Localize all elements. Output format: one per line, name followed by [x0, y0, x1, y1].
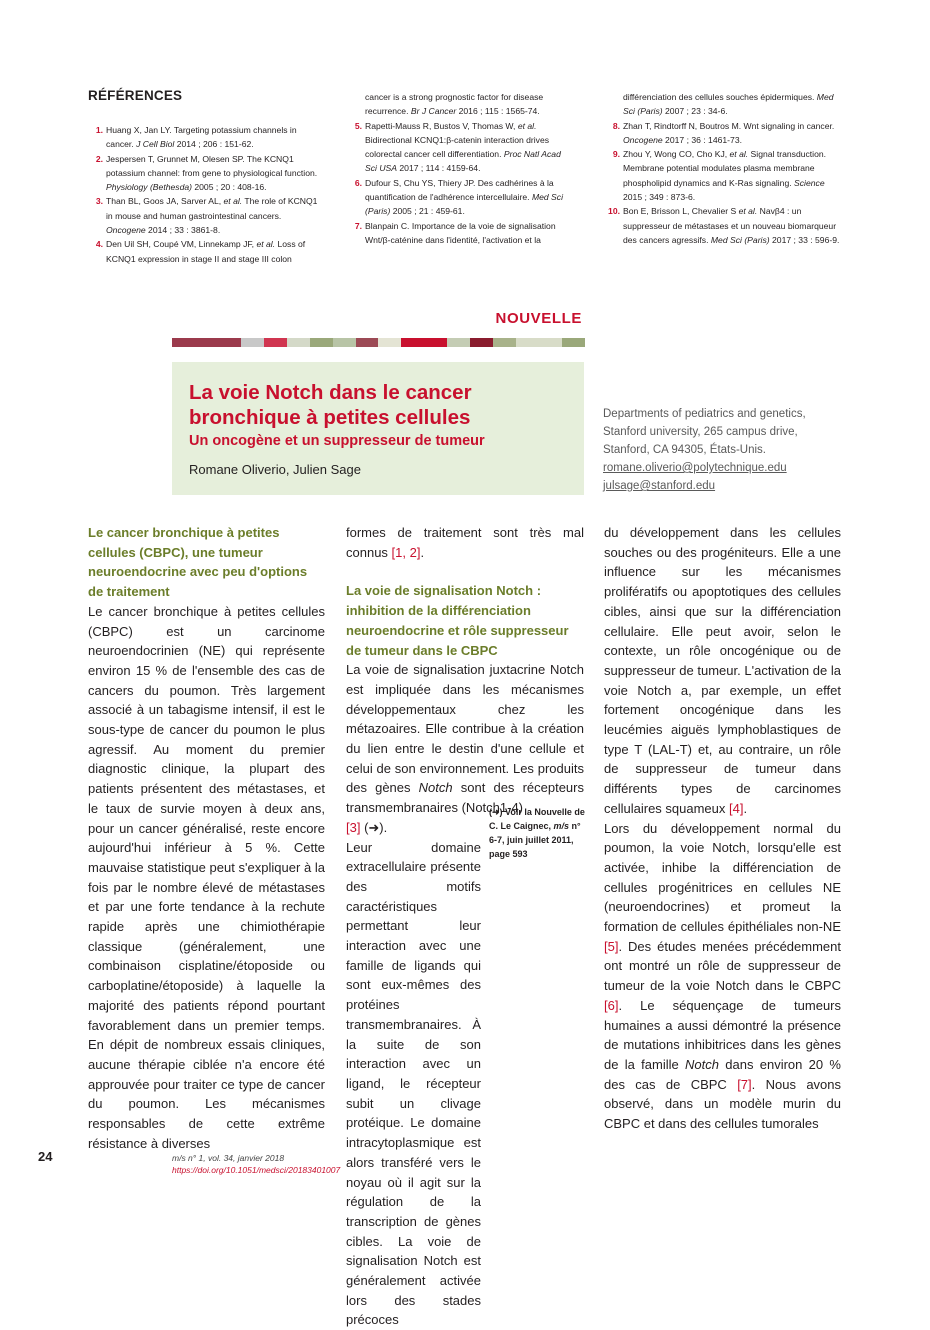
stripe-segment: [424, 338, 447, 347]
page-number: 24: [38, 1149, 53, 1164]
article-authors: Romane Oliverio, Julien Sage: [189, 462, 361, 477]
stripe-segment: [493, 338, 516, 347]
reference-item: 6. Dufour S, Chu YS, Thiery JP. Des cadhérines à la quantification de l'adhérence intercellulaire. Med Sci (Paris) 2005 ; 21 : 459-61.: [354, 177, 563, 217]
citation-link[interactable]: [4]: [729, 800, 744, 816]
references-heading: RÉFÉRENCES: [88, 88, 183, 103]
reference-item: 8. Zhan T, Rindtorff N, Boutros M. Wnt signaling in cancer. Oncogene 2017 ; 36 : 1461-73.: [612, 120, 835, 145]
affiliation: [603, 405, 863, 495]
references-column-1: [88, 123, 318, 266]
reference-item: 4. Den Uil SH, Coupé VM, Linnekamp JF, et al. Loss of KCNQ1 expression in stage II and stage III colon: [95, 239, 306, 264]
body-column-3: [604, 523, 841, 1134]
citation-link[interactable]: [6]: [604, 997, 619, 1013]
paragraph: du développement dans les cellules souches ou des progéniteurs. Elle a une influence sur les mécanismes prolifératifs ou apoptotiques des cellules cibles, ainsi que sur la différenciation cellulaire. Elle peut avoir, selon le contexte, un rôle oncogénique ou de suppresseur de tumeur. L'activation de la voie Notch a, par exemple, un effet fortement oncogénique dans les leucémies aiguës lymphoblastiques de type T (LAL-T) et, au contraire, un rôle de suppresseur de tumeur dans différents types de carcinomes cellulaires squameux [4].: [604, 525, 841, 816]
margin-note: (➜) Voir la Nouvelle de C. Le Caignec, m/s n° 6-7, juin juillet 2011, page 593: [489, 807, 585, 859]
references-column-3: [605, 90, 840, 247]
paragraph: Leur domaine extracellulaire présente des motifs caractéristiques permettant leur interaction avec une famille de ligands qui sont eux-mêmes des protéines transmembranaires. À la suite de son interaction avec un ligand, le récepteur subit un clivage protéique. Le domaine intracytoplasmique est alors transféré vers le noyau où il agit sur la régulation de la transcription de gènes cibles. La voie de signalisation Notch est généralement activée lors des stades précoces: [346, 839, 481, 1328]
paragraph: [3] (➜).: [346, 819, 388, 835]
email-link[interactable]: julsage@stanford.edu: [603, 480, 716, 492]
section-heading: Le cancer bronchique à petites cellules (CBPC), une tumeur neuroendocrine avec peu d'options de traitement: [88, 525, 308, 600]
affiliation-line: Departments of pediatrics and genetics,: [603, 408, 806, 420]
section-label: NOUVELLE: [495, 310, 582, 327]
stripe-segment: [356, 338, 379, 347]
body-column-1: [88, 523, 325, 1154]
doi-link[interactable]: https://doi.org/10.1051/medsci/20183401007: [172, 1165, 341, 1175]
stripe-segment: [401, 338, 424, 347]
section-heading: La voie de signalisation Notch : inhibition de la différenciation neuroendocrine et rôle suppresseur de tumeur dans le CBPC: [346, 583, 569, 658]
reference-item: 5. Rapetti-Mauss R, Bustos V, Thomas W, et al. Bidirectional KCNQ1:β-catenin interaction drives colorectal cancer cell differentiation. Proc Natl Acad Sci USA 2017 ; 114 : 4159-64.: [354, 120, 561, 174]
citation-link[interactable]: [5]: [604, 938, 619, 954]
color-stripe: [172, 338, 585, 347]
stripe-segment: [333, 338, 356, 347]
article-title: La voie Notch dans le cancer bronchique à petites cellules: [189, 381, 472, 429]
stripe-segment: [241, 338, 264, 347]
stripe-segment: [195, 338, 218, 347]
affiliation-line: Stanford, CA 94305, États-Unis.: [603, 444, 767, 456]
reference-item: 2. Jespersen T, Grunnet M, Olesen SP. The KCNQ1 potassium channel: from gene to physiological function. Physiology (Bethesda) 2005 ; 20 : 408-16.: [95, 153, 318, 193]
paragraph: Le cancer bronchique à petites cellules (CBPC) est un carcinome neuroendocrinien (NE) qui représente environ 15 % de l'ensemble des cas de cancers du poumon. Très largement associé à un tabagisme intensif, il est le sous-type de cancer du poumon le plus agressif. Au moment du premier diagnostic clinique, la plupart des patients présentent des métastases, et le taux de survie moyen à deux ans, pour un cancer généralisé, reste encore aujourd'hui inférieur à 5 %. Cette mauvaise statistique peut s'expliquer à la fois par le nombre élevé de métastases et par une forte tendance à la rechute rapide après une chimiothérapie classique (généralement, une combinaison cisplatine/étoposide ou carboplatine/étoposide) à laquelle la majorité des patients répond pourtant favorablement dans un premier temps. En dépit de nombreux essais cliniques, aucune thérapie ciblée n'a encore été approuvée pour traiter ce type de cancer du poumon. Les mécanismes responsables de cette extrême résistance à diverses: [88, 603, 325, 1151]
footer: [172, 1152, 340, 1176]
reference-item: 9. Zhou Y, Wong CO, Cho KJ, et al. Signal transduction. Membrane potential modulates plasma membrane phospholipid dynamics and K-Ras signaling. Science 2015 ; 349 : 873-6.: [612, 149, 827, 203]
reference-item: 1. Huang X, Jan LY. Targeting potassium channels in cancer. J Cell Biol 2014 ; 206 : 151-62.: [95, 125, 297, 150]
paragraph: Lors du développement normal du poumon, la voie Notch, lorsqu'elle est activée, inhibe la différenciation de cellules progénitrices en cellules NE (neuroendocrines) et promeut la formation de cellules épithéliales non-NE [5]. Des études menées précédemment ont montré un rôle de suppresseur de tumeur de la voie Notch dans le CBPC [6]. Le séquençage de tumeurs humaines a aussi démontré la présence de mutations inhibitrices dans les gènes de la famille Notch dans environ 20 % des cas de CBPC [7]. Nous avons observé, dans un modèle murin du CBPC et dans des cellules tumorales: [604, 820, 842, 1132]
email-link[interactable]: romane.oliverio@polytechnique.edu: [603, 462, 787, 474]
article-title-box: [172, 362, 584, 495]
stripe-segment: [310, 338, 333, 347]
affiliation-line: Stanford university, 265 campus drive,: [603, 426, 798, 438]
stripe-segment: [539, 338, 562, 347]
citation-link[interactable]: [1, 2]: [391, 544, 421, 560]
stripe-segment: [447, 338, 470, 347]
journal-reference: m/s n° 1, vol. 34, janvier 2018: [172, 1153, 285, 1163]
references-column-2: [347, 90, 575, 247]
reference-item: 7. Blanpain C. Importance de la voie de signalisation Wnt/β-caténine dans l'identité, l'activation et la: [354, 220, 556, 245]
paragraph: formes de traitement sont très mal connus [1, 2].: [346, 525, 584, 560]
stripe-segment: [172, 338, 195, 347]
stripe-segment: [218, 338, 241, 347]
stripe-segment: [287, 338, 310, 347]
article-subtitle: Un oncogène et un suppresseur de tumeur: [189, 433, 485, 449]
citation-link[interactable]: [7]: [737, 1076, 752, 1092]
stripe-segment: [264, 338, 287, 347]
reference-continuation: différenciation des cellules souches épidermiques. Med Sci (Paris) 2007 ; 23 : 34-6.: [623, 92, 834, 117]
paragraph: La voie de signalisation juxtacrine Notch est impliquée dans les mécanismes développementaux chez les métazoaires. Elle contribue à la création du lien entre le destin d'une cellule et celui de son environnement. Les produits des gènes Notch sont des récepteurs transmembranaires (Notch1-4): [346, 662, 584, 816]
reference-item: 3. Than BL, Goos JA, Sarver AL, et al. The role of KCNQ1 in mouse and human gastrointestinal cancers. Oncogene 2014 ; 33 : 3861-8.: [95, 196, 318, 236]
reference-continuation: cancer is a strong prognostic factor for disease recurrence. Br J Cancer 2016 ; 115 : 1565-74.: [365, 92, 544, 117]
stripe-segment: [516, 338, 539, 347]
stripe-segment: [470, 338, 493, 347]
citation-link[interactable]: [3]: [346, 819, 361, 835]
stripe-segment: [562, 338, 585, 347]
body-column-2: [346, 523, 584, 1330]
stripe-segment: [378, 338, 401, 347]
reference-item: 10. Bon E, Brisson L, Chevalier S et al. Navβ4 : un suppresseur de métastases et un nouveau biomarqueur des cancers agressifs. Med Sci (Paris) 2017 ; 33 : 596-9.: [608, 206, 840, 245]
